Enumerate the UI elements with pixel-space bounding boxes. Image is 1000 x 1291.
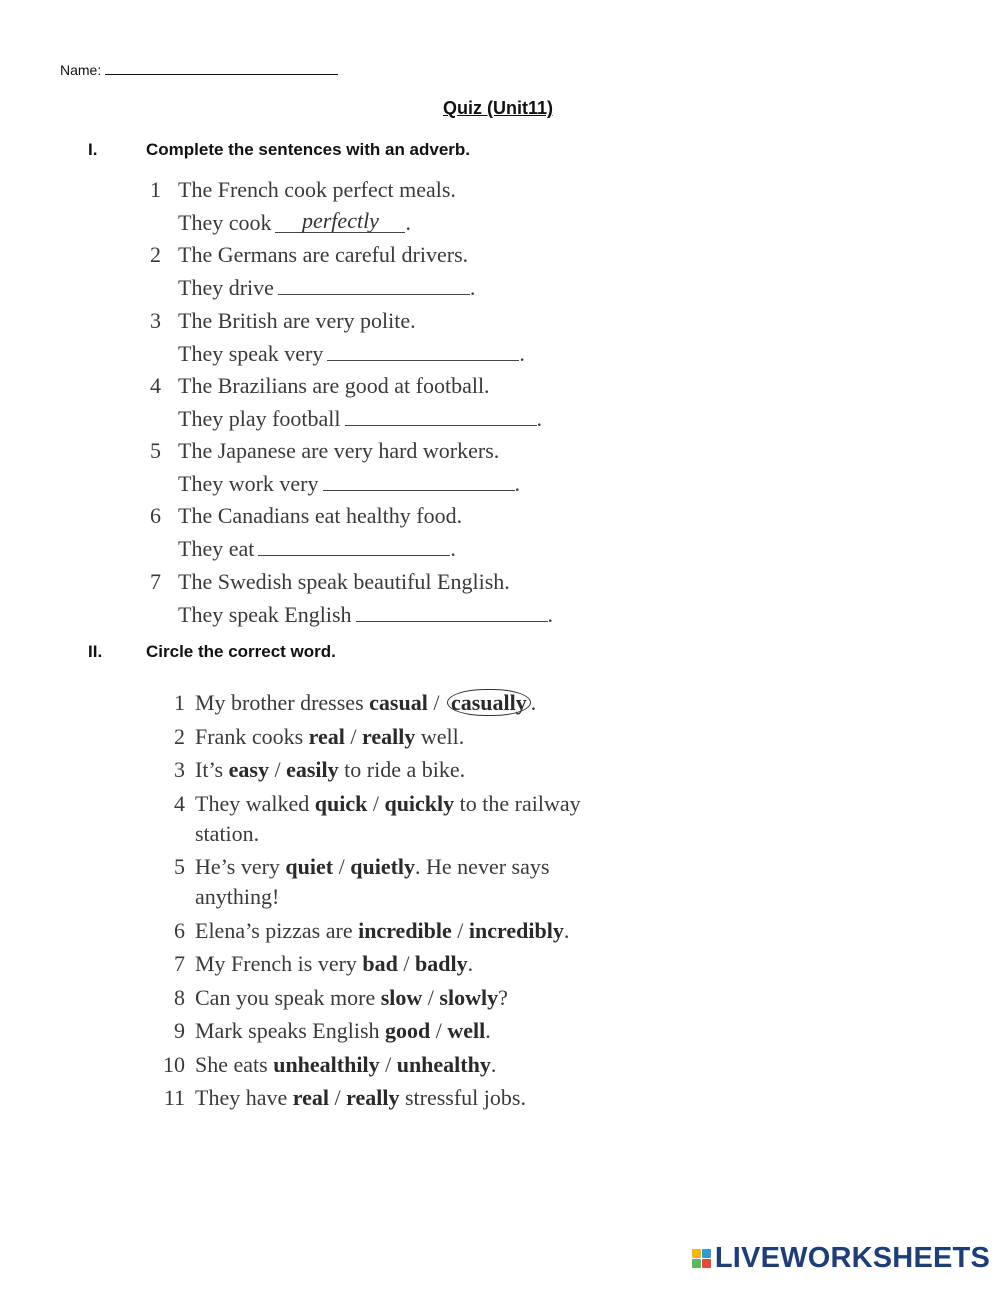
text-after: ? bbox=[498, 984, 508, 1010]
prompt-text: They work very bbox=[178, 471, 319, 497]
text-after: well. bbox=[415, 723, 465, 749]
item-sentence bbox=[150, 177, 456, 203]
sentence-text: The Brazilians are good at football. bbox=[178, 372, 490, 398]
item-text bbox=[195, 949, 605, 979]
exercise-2-item bbox=[145, 688, 605, 718]
exercise-2-item bbox=[145, 852, 605, 912]
prompt-text: They drive bbox=[178, 275, 274, 301]
item-prompt-line bbox=[178, 210, 411, 236]
text-before: Elena’s pizzas are bbox=[195, 917, 359, 943]
logo-text: LIVEWORKSHEETS bbox=[714, 1242, 990, 1274]
option-a[interactable]: incredible bbox=[358, 917, 452, 943]
option-a[interactable]: good bbox=[385, 1018, 431, 1043]
prompt-text: They eat bbox=[178, 536, 255, 562]
item-number: 7 bbox=[174, 951, 185, 976]
end-punct: . bbox=[450, 536, 456, 562]
answer-blank[interactable] bbox=[323, 472, 515, 491]
item-number: 6 bbox=[174, 917, 185, 943]
text-after: to ride a bike. bbox=[338, 757, 466, 782]
option-separator: / bbox=[333, 854, 351, 879]
prompt-text: They speak very bbox=[178, 340, 324, 366]
item-text bbox=[195, 722, 605, 752]
option-separator: / bbox=[451, 917, 469, 943]
exercise-2-item bbox=[145, 789, 605, 849]
exercise-2-list bbox=[145, 688, 605, 1117]
option-a[interactable]: quiet bbox=[285, 854, 334, 879]
option-a[interactable]: unhealthily bbox=[273, 1051, 380, 1077]
logo-square bbox=[702, 1259, 711, 1268]
text-before: Mark speaks English bbox=[195, 1018, 386, 1043]
text-before: It’s bbox=[195, 757, 229, 782]
item-text bbox=[195, 1050, 605, 1080]
exercise-2-item bbox=[145, 1050, 605, 1080]
item-number: 4 bbox=[174, 790, 185, 816]
text-before: They walked bbox=[195, 790, 315, 816]
exercise-2-item bbox=[145, 722, 605, 752]
text-before: Can you speak more bbox=[195, 984, 381, 1010]
item-number: 7 bbox=[150, 568, 161, 594]
sentence-text: The Germans are careful drivers. bbox=[178, 242, 469, 268]
sentence-text: The Japanese are very hard workers. bbox=[178, 438, 500, 464]
item-text bbox=[195, 1083, 605, 1113]
item-prompt-line bbox=[178, 536, 456, 562]
option-b[interactable]: well bbox=[447, 1018, 486, 1043]
item-number: 8 bbox=[174, 984, 185, 1010]
item-number: 10 bbox=[163, 1051, 185, 1077]
exercise-2-item bbox=[145, 983, 605, 1013]
option-a[interactable]: casual bbox=[369, 690, 428, 715]
answer-blank[interactable] bbox=[345, 407, 537, 426]
exercise-2-item bbox=[145, 1016, 605, 1046]
end-punct: . bbox=[519, 340, 525, 366]
logo-square bbox=[692, 1249, 701, 1258]
option-b[interactable]: incredibly bbox=[468, 917, 564, 943]
answer-text: perfectly bbox=[301, 208, 379, 233]
text-before: He’s very bbox=[195, 854, 286, 879]
option-a[interactable]: quick bbox=[314, 790, 368, 816]
text-before: She eats bbox=[195, 1051, 274, 1077]
option-a[interactable]: easy bbox=[228, 757, 269, 782]
text-after: . bbox=[530, 690, 537, 715]
text-before: My French is very bbox=[195, 951, 363, 976]
exercise-2-item bbox=[145, 1083, 605, 1113]
item-number: 3 bbox=[174, 757, 185, 782]
option-b[interactable]: easily bbox=[286, 757, 339, 782]
item-sentence bbox=[150, 242, 468, 268]
exercise-2-item bbox=[145, 949, 605, 979]
item-prompt-line bbox=[178, 341, 525, 367]
section-1-instruction: Complete the sentences with an adverb. bbox=[146, 140, 471, 159]
text-before: My brother dresses bbox=[195, 690, 370, 715]
page-title: Quiz (Unit11) bbox=[442, 98, 553, 118]
item-text bbox=[195, 916, 605, 946]
answer-blank[interactable] bbox=[327, 342, 519, 361]
option-b[interactable]: really bbox=[346, 1085, 400, 1110]
option-separator: / bbox=[397, 951, 416, 976]
liveworksheets-logo-icon bbox=[692, 1249, 711, 1268]
item-sentence bbox=[150, 308, 416, 334]
option-b[interactable]: badly bbox=[415, 951, 468, 976]
item-text bbox=[195, 789, 605, 849]
text-after: to the railway station. bbox=[195, 790, 581, 846]
item-sentence bbox=[150, 569, 510, 595]
item-prompt-line bbox=[178, 471, 520, 497]
option-b[interactable]: quietly bbox=[350, 854, 416, 879]
sentence-text: The British are very polite. bbox=[178, 307, 416, 333]
section-1-number: I. bbox=[88, 140, 98, 159]
option-separator: / bbox=[422, 984, 440, 1010]
item-text bbox=[195, 852, 605, 912]
option-b[interactable]: really bbox=[362, 723, 416, 749]
end-punct: . bbox=[514, 471, 521, 497]
item-number: 5 bbox=[174, 854, 185, 879]
option-a[interactable]: real bbox=[292, 1085, 329, 1110]
option-separator: / bbox=[430, 1018, 448, 1043]
item-number: 6 bbox=[150, 503, 161, 529]
item-text bbox=[195, 755, 605, 785]
prompt-text: They play football bbox=[178, 405, 341, 431]
option-b[interactable]: unhealthy bbox=[396, 1051, 491, 1077]
liveworksheets-logo bbox=[692, 1242, 990, 1275]
name-label: Name: bbox=[60, 62, 102, 78]
item-number: 2 bbox=[150, 242, 161, 268]
item-number: 11 bbox=[163, 1085, 185, 1110]
answer-blank[interactable] bbox=[356, 603, 548, 622]
item-number: 4 bbox=[150, 372, 161, 398]
item-text bbox=[195, 688, 605, 718]
option-separator: / bbox=[344, 723, 363, 749]
section-2-number: II. bbox=[88, 642, 103, 661]
item-number: 3 bbox=[150, 307, 161, 333]
sentence-text: The Canadians eat healthy food. bbox=[178, 503, 463, 529]
end-punct: . bbox=[469, 275, 476, 301]
section-1-heading bbox=[88, 140, 470, 160]
sentence-text: The French cook perfect meals. bbox=[178, 177, 456, 202]
item-prompt-line bbox=[178, 275, 475, 301]
prompt-text: They speak English bbox=[178, 601, 352, 627]
section-2-instruction: Circle the correct word. bbox=[146, 642, 336, 661]
text-after: . bbox=[467, 951, 474, 976]
sentence-text: The Swedish speak beautiful English. bbox=[178, 568, 510, 594]
text-after: . He never says anything! bbox=[195, 854, 550, 909]
option-a[interactable]: real bbox=[308, 723, 345, 749]
name-field bbox=[60, 60, 338, 78]
exercise-2-item bbox=[145, 755, 605, 785]
text-before: They have bbox=[195, 1085, 293, 1110]
exercise-2-item bbox=[145, 916, 605, 946]
answer-blank[interactable] bbox=[258, 537, 450, 556]
section-2-heading bbox=[88, 642, 336, 662]
option-separator: / bbox=[328, 1085, 347, 1110]
answer-blank[interactable] bbox=[275, 208, 405, 233]
item-prompt-line bbox=[178, 602, 553, 628]
item-number: 1 bbox=[174, 690, 185, 715]
text-after: stressful jobs. bbox=[399, 1085, 526, 1110]
prompt-text: They cook bbox=[178, 210, 272, 235]
end-punct: . bbox=[547, 601, 554, 627]
option-separator: / bbox=[379, 1051, 397, 1077]
text-after: . bbox=[563, 917, 570, 943]
option-a[interactable]: slow bbox=[380, 984, 423, 1010]
end-punct: . bbox=[405, 210, 411, 235]
option-b[interactable]: quickly bbox=[384, 790, 455, 816]
option-b[interactable]: slowly bbox=[439, 984, 499, 1010]
logo-square bbox=[692, 1259, 701, 1268]
text-before: Frank cooks bbox=[195, 723, 309, 749]
option-separator: / bbox=[367, 790, 385, 816]
item-number: 1 bbox=[150, 177, 161, 202]
item-text bbox=[195, 1016, 605, 1046]
item-number: 9 bbox=[174, 1018, 185, 1043]
logo-square bbox=[702, 1249, 711, 1258]
item-sentence bbox=[150, 438, 499, 464]
name-blank-line bbox=[105, 60, 338, 75]
option-separator: / bbox=[268, 757, 287, 782]
item-text bbox=[195, 983, 605, 1013]
option-a[interactable]: bad bbox=[362, 951, 398, 976]
end-punct: . bbox=[536, 405, 543, 431]
item-number: 2 bbox=[174, 723, 185, 749]
text-after: . bbox=[490, 1051, 497, 1077]
option-b[interactable]: casually bbox=[447, 689, 531, 716]
item-sentence bbox=[150, 373, 490, 399]
text-after: . bbox=[485, 1018, 491, 1043]
item-prompt-line bbox=[178, 406, 542, 432]
answer-blank[interactable] bbox=[278, 276, 470, 295]
item-sentence bbox=[150, 503, 462, 529]
item-number: 5 bbox=[150, 438, 161, 464]
option-separator: / bbox=[427, 690, 445, 715]
